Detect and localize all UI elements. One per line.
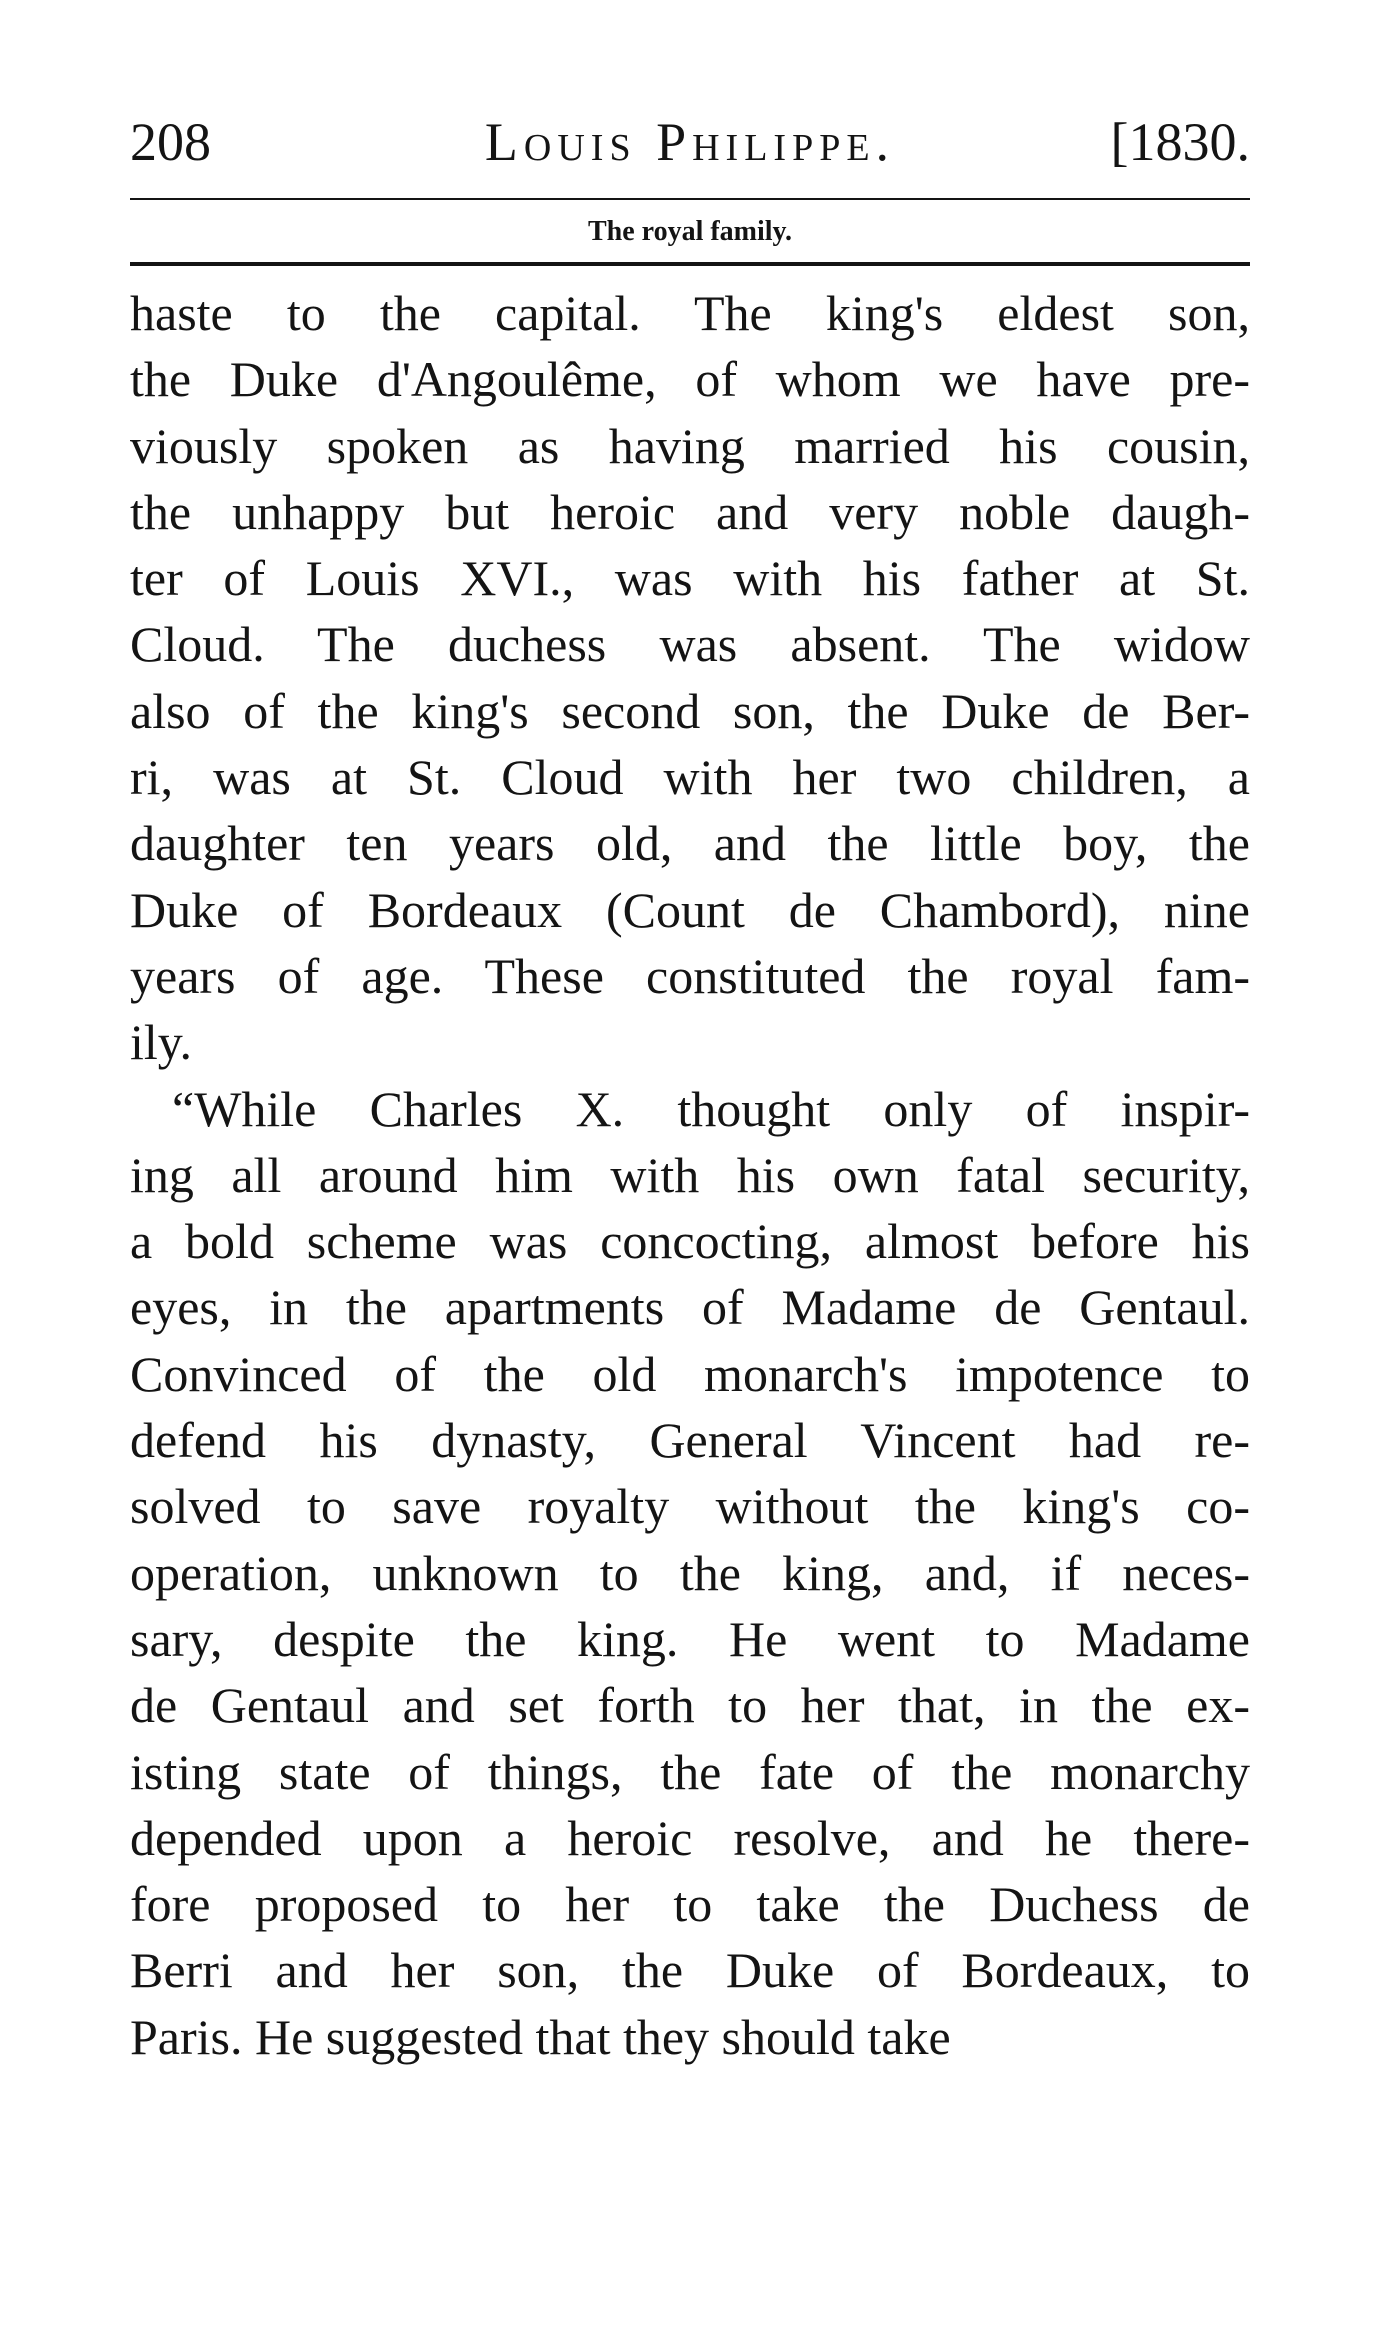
text-line: ily. <box>130 1014 193 1071</box>
side-heading-rule <box>130 262 1250 266</box>
text-line: haste to the capital. The king's eldest son, <box>130 285 1250 341</box>
text-line: a bold scheme was concocting, almost before his <box>130 1213 1250 1270</box>
text-line: isting state of things, the fate of the monarchy <box>130 1743 1250 1800</box>
text-line: eyes, in the apartments of Madame de Gentaul. <box>130 1279 1250 1336</box>
text-line: the unhappy but heroic and very noble daugh- <box>130 483 1250 540</box>
body-text <box>130 280 1250 2070</box>
text-line: depended upon a heroic resolve, and he there- <box>130 1809 1250 1866</box>
running-year: [1830. <box>1110 112 1250 172</box>
text-line: “While Charles X. thought only of inspir- <box>172 1080 1250 1137</box>
page-number: 208 <box>130 112 211 172</box>
text-line: the Duke d'Angoulême, of whom we have pre- <box>130 351 1250 408</box>
text-line: ing all around him with his own fatal security, <box>130 1146 1250 1203</box>
text-line: years of age. These constituted the royal fam- <box>130 947 1250 1004</box>
text-line: Paris. He suggested that they should take <box>130 2008 951 2065</box>
text-line: operation, unknown to the king, and, if neces- <box>130 1544 1250 1601</box>
text-line: ri, was at St. Cloud with her two children, a <box>130 749 1250 806</box>
running-head <box>130 112 1250 172</box>
text-line: de Gentaul and set forth to her that, in the ex- <box>130 1677 1250 1734</box>
text-line: ter of Louis XVI., was with his father at St. <box>130 550 1250 607</box>
header-rule <box>130 198 1250 200</box>
text-line: solved to save royalty without the king's co- <box>130 1478 1250 1535</box>
text-line: fore proposed to her to take the Duchess de <box>130 1876 1250 1933</box>
side-heading: The royal family. <box>587 216 793 247</box>
text-line: sary, despite the king. He went to Madame <box>130 1610 1250 1667</box>
text-line: Berri and her son, the Duke of Bordeaux, to <box>130 1942 1250 1999</box>
text-line: daughter ten years old, and the little boy, the <box>130 815 1250 872</box>
text-line: Cloud. The duchess was absent. The widow <box>130 616 1250 673</box>
text-line: also of the king's second son, the Duke de Ber- <box>130 682 1250 739</box>
text-line: Convinced of the old monarch's impotence to <box>130 1345 1250 1402</box>
running-title: Louis Philippe. <box>484 112 896 172</box>
text-line: Duke of Bordeaux (Count de Chambord), nine <box>130 881 1250 938</box>
text-line: viously spoken as having married his cousin, <box>130 417 1250 474</box>
text-line: defend his dynasty, General Vincent had re- <box>130 1412 1250 1469</box>
